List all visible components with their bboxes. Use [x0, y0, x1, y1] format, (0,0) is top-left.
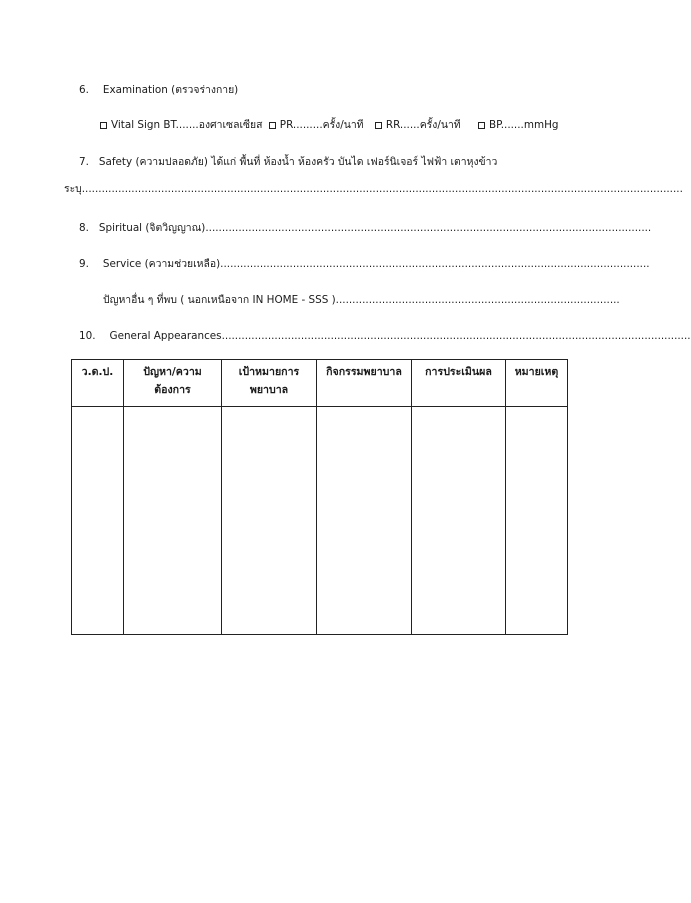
header-remarks: หมายเหตุ [506, 360, 568, 407]
vital-signs-row [100, 118, 558, 132]
header-evaluation: การประเมินผล [412, 360, 506, 407]
cell-nursing-activity[interactable] [317, 407, 412, 635]
cell-remarks[interactable] [506, 407, 568, 635]
header-nursing-activity: กิจกรรมพยาบาล [317, 360, 412, 407]
vital-sign-checkbox[interactable] [100, 122, 107, 129]
header-problem-need: ปัญหา/ความ ต้องการ [124, 360, 222, 407]
section-9-number: 9. [79, 258, 89, 270]
rr-label: RR......ครั้ง/นาที [385, 119, 461, 131]
section-7-specify: ระบุ...................................................................................................................................................................................... [64, 183, 683, 195]
cell-problem-need[interactable] [124, 407, 222, 635]
section-9-text: Service (ความช่วยเหลือ).................................................................................................................................. [102, 258, 650, 270]
section-6-title: Examination (ตรวจร่างกาย) [102, 84, 239, 96]
section-10-number: 10. [79, 330, 96, 342]
vital-sign-bt-label: Vital Sign BT.......องศาเซลเซียส [111, 119, 263, 131]
section-7-title: Safety (ความปลอดภัย) ได้แก่ พื้นที่ ห้องน้ำ ห้องครัว บันได เฟอร์นิเจอร์ ไฟฟ้า เตาหุงข้าว [98, 156, 498, 168]
section-7-number: 7. [79, 156, 89, 168]
table-row [72, 407, 568, 635]
section-6-heading [79, 83, 238, 97]
header-nursing-goal: เป้าหมายการ พยาบาล [222, 360, 317, 407]
section-6-number: 6. [79, 84, 89, 96]
cell-date[interactable] [72, 407, 124, 635]
section-10-text: General Appearances.............................................................................................................................................. [109, 330, 691, 342]
table-header-row [72, 360, 568, 407]
section-8-number: 8. [79, 222, 89, 234]
bp-checkbox[interactable] [478, 122, 485, 129]
pr-checkbox[interactable] [269, 122, 276, 129]
cell-nursing-goal[interactable] [222, 407, 317, 635]
section-8-text: Spiritual (จิตวิญญาณ)....................................................................................................................................... [98, 222, 652, 234]
other-problems-row: ปัญหาอื่น ๆ ที่พบ ( นอกเหนือจาก IN HOME - SSS )...................................................................................... [103, 294, 620, 306]
section-10-row [79, 329, 691, 343]
rr-checkbox[interactable] [375, 122, 382, 129]
section-9-row [79, 257, 650, 271]
cell-evaluation[interactable] [412, 407, 506, 635]
header-date: ว.ด.ป. [72, 360, 124, 407]
section-8-row [79, 221, 652, 235]
nursing-care-plan-table [71, 359, 568, 635]
pr-label: PR.........ครั้ง/นาที [279, 119, 364, 131]
bp-label: BP.......mmHg [488, 119, 559, 131]
section-7-heading [79, 155, 497, 169]
